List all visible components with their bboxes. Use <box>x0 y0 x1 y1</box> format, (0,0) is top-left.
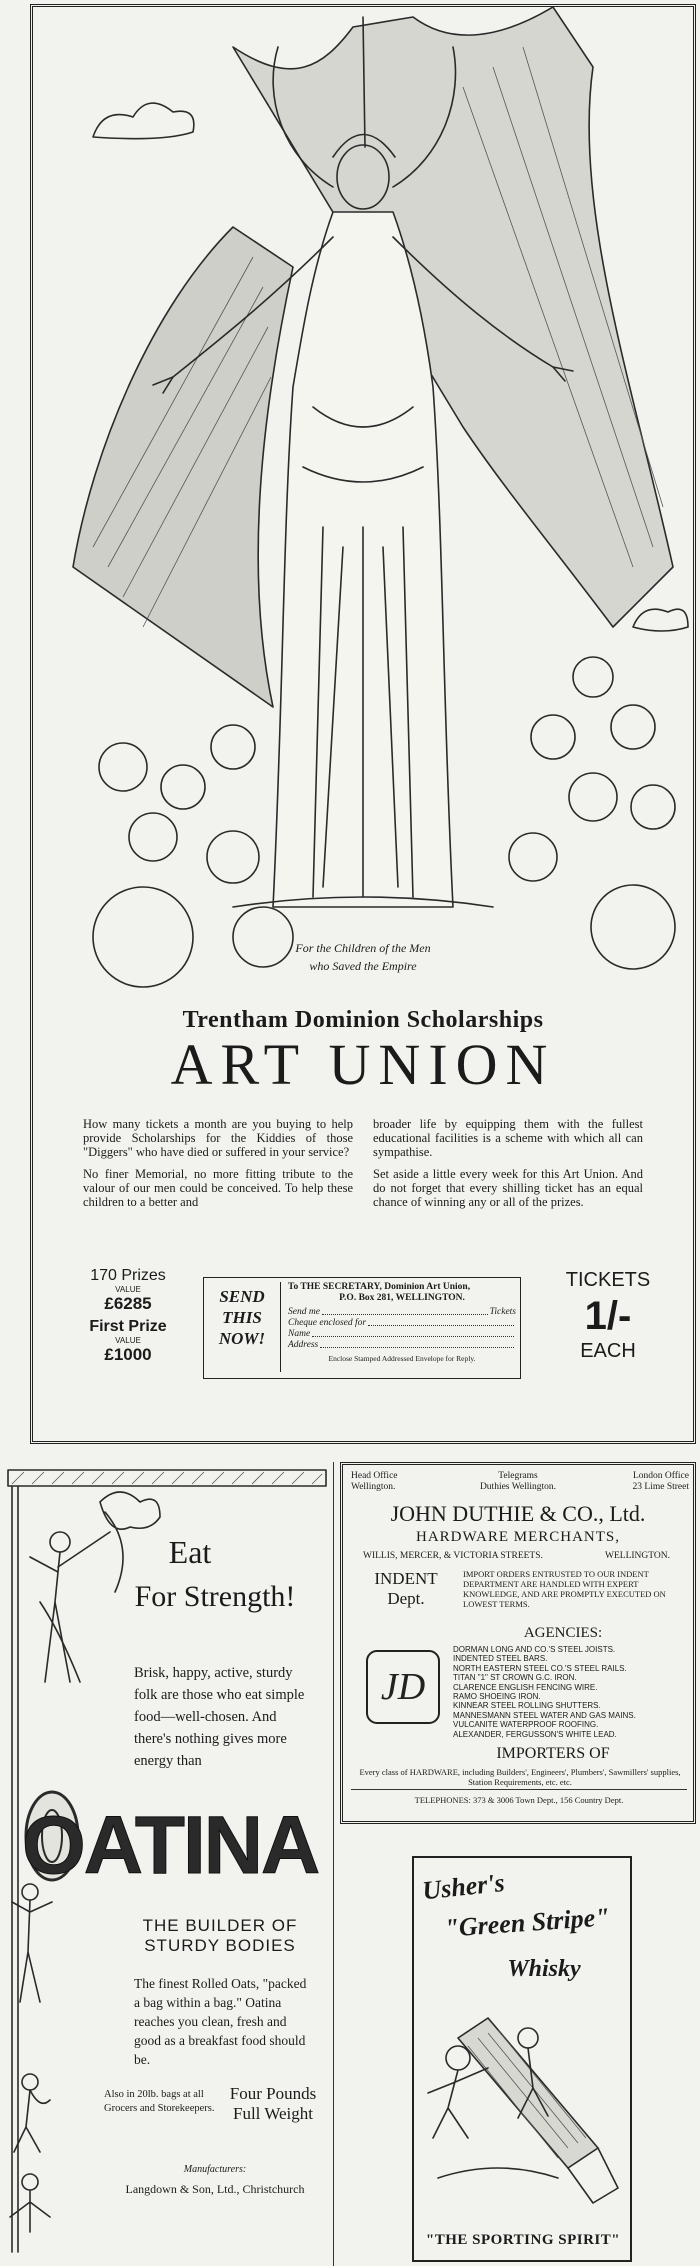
first-prize-value: £1000 <box>104 1345 152 1364</box>
value-label-2: VALUE <box>115 1336 141 1345</box>
duthie-city: WELLINGTON. <box>605 1551 670 1561</box>
oatina-ad <box>0 1462 334 2266</box>
telegrams-addr: Duthies Wellington. <box>479 1482 557 1492</box>
indent-dept: Dept. <box>387 1589 425 1608</box>
form-address: P.O. Box 281, WELLINGTON. <box>339 1293 465 1303</box>
address-field[interactable] <box>320 1340 514 1348</box>
order-coupon[interactable] <box>203 1277 521 1379</box>
oatina-tagline-2: STURDY BODIES <box>144 1936 296 1955</box>
oatina-also: Also in 20lb. bags at all Grocers and Storekeepers. <box>104 2089 215 2114</box>
duthie-monogram <box>365 1649 441 1725</box>
prizes-count: 170 Prizes <box>90 1267 166 1284</box>
usher-line-2: "Green Stripe" <box>443 1902 611 1943</box>
agency-item: MANNESMANN STEEL WATER AND GAS MAINS. <box>453 1710 636 1720</box>
goddess-illustration <box>33 7 693 1087</box>
telegrams-label: Telegrams <box>498 1471 538 1481</box>
agency-item: VULCANITE WATERPROOF ROOFING. <box>453 1720 599 1730</box>
oatina-brand: OATINA <box>22 1800 319 1891</box>
paragraph-left-1: How many tickets a month are you buying to help provide Scholarships for the Kiddies of those "Diggers" who have died or suffered in your service? <box>83 1117 353 1159</box>
usher-line-3: Whisky <box>507 1956 581 1982</box>
art-union-title: ART UNION <box>170 1032 556 1097</box>
oatina-for-strength: For Strength! <box>134 1580 296 1613</box>
four-pounds: Four Pounds <box>229 2084 317 2103</box>
indent-label: INDENT <box>374 1569 438 1588</box>
caption-line-2: who Saved the Empire <box>309 959 417 973</box>
duthie-subtitle: HARDWARE MERCHANTS, <box>415 1529 620 1545</box>
scholarships-heading: Trentham Dominion Scholarships <box>182 1007 544 1033</box>
london-office-addr: 23 Lime Street <box>632 1482 689 1492</box>
london-office-label: London Office <box>632 1471 689 1481</box>
art-union-ad <box>30 4 696 1444</box>
usher-line-1: Usher's <box>420 1867 506 1906</box>
oatina-body-1: Brisk, happy, active, sturdy folk are those who eat simple food—well-chosen. And there's nothing gives more energy than <box>134 1665 305 1769</box>
oatina-tagline-1: THE BUILDER OF <box>142 1916 298 1935</box>
importers-text: Every class of HARDWARE, including Builders', Engineers', Plumbers', Sawmillers' supplies, Station Requirements, etc. etc. <box>359 1767 681 1787</box>
tickets-field[interactable] <box>322 1307 488 1315</box>
form-send-me: Send me <box>288 1307 320 1317</box>
paragraph-right-2: Set aside a little every week for this Art Union. And do not forget that every shilling ticket has an equal chance of winning any or all of the prizes. <box>373 1167 643 1209</box>
usher-footer: "THE SPORTING SPIRIT" <box>425 2232 621 2248</box>
agency-item: NORTH EASTERN STEEL CO.'S STEEL RAILS. <box>453 1663 627 1673</box>
head-office-city: Wellington. <box>351 1482 396 1492</box>
oatina-eat: Eat <box>168 1534 212 1570</box>
whisky-bottle-illustration <box>418 1998 628 2218</box>
form-name: Name <box>288 1329 311 1339</box>
usher-ad <box>412 1856 632 2262</box>
tickets-label: TICKETS <box>565 1269 651 1291</box>
svg-text:JD: JD <box>380 1666 426 1708</box>
telephones: TELEPHONES: 373 & 3006 Town Dept., 156 Country Dept. <box>414 1795 624 1805</box>
agencies-heading: AGENCIES: <box>523 1625 603 1641</box>
agency-item: DORMAN LONG AND CO.'S STEEL JOISTS. <box>453 1645 616 1654</box>
oatina-maker: Langdown & Son, Ltd., Christchurch <box>125 2182 305 2196</box>
caption-line-1: For the Children of the Men <box>295 941 431 955</box>
ticket-price: 1/- <box>584 1294 632 1338</box>
head-office-label: Head Office <box>351 1471 398 1481</box>
duthie-streets: WILLIS, MERCER, & VICTORIA STREETS. <box>363 1551 543 1561</box>
paragraph-right-1: broader life by equipping them with the fullest educational facilities is a scheme with which all can sympathise. <box>373 1117 643 1159</box>
name-field[interactable] <box>312 1329 514 1337</box>
form-addr: Address <box>288 1340 319 1350</box>
each-label: EACH <box>580 1340 636 1362</box>
form-to: To THE SECRETARY, Dominion Art Union, <box>288 1282 471 1292</box>
form-footer: Enclose Stamped Addressed Envelope for Reply. <box>328 1354 476 1363</box>
agency-item: CLARENCE ENGLISH FENCING WIRE. <box>453 1682 598 1692</box>
agency-item: KINNEAR STEEL ROLLING SHUTTERS. <box>453 1701 601 1711</box>
oatina-body-2: The finest Rolled Oats, "packed a bag within a bag." Oatina reaches you clean, fresh and good as a breakfast food should be. <box>134 1976 307 2067</box>
form-tickets: Tickets <box>489 1307 516 1317</box>
this-label: THIS <box>222 1308 262 1327</box>
send-label: SEND <box>219 1287 265 1306</box>
agency-item: ALEXANDER, FERGUSSON'S WHITE LEAD. <box>453 1729 617 1739</box>
agency-item: RAMO SHOEING IRON. <box>453 1692 541 1702</box>
duthie-ad <box>340 1462 696 1824</box>
value-label-1: VALUE <box>115 1285 141 1294</box>
paragraph-left-2: No finer Memorial, no more fitting tribute to the valour of our men could be conceived. To help these children to a better and <box>83 1167 353 1209</box>
oatina-manufacturers: Manufacturers: <box>183 2164 247 2175</box>
indent-text: IMPORT ORDERS ENTRUSTED TO OUR INDENT DEPARTMENT ARE HANDLED WITH EXPERT KNOWLEDGE, AND ARE PROMPTLY EXECUTED ON LOWEST TERMS. <box>463 1569 666 1609</box>
agency-item: TITAN "1" ST CROWN G.C. IRON. <box>453 1673 577 1683</box>
first-prize-label: First Prize <box>89 1318 167 1335</box>
form-cheque: Cheque enclosed for <box>288 1318 367 1328</box>
cheque-field[interactable] <box>368 1318 514 1326</box>
importers-heading: IMPORTERS OF <box>496 1745 610 1762</box>
full-weight: Full Weight <box>232 2104 314 2123</box>
now-label: NOW! <box>218 1329 266 1348</box>
prizes-value: £6285 <box>104 1294 152 1313</box>
duthie-name: JOHN DUTHIE & CO., Ltd. <box>390 1501 646 1526</box>
agency-item: INDENTED STEEL BARS. <box>453 1654 548 1664</box>
